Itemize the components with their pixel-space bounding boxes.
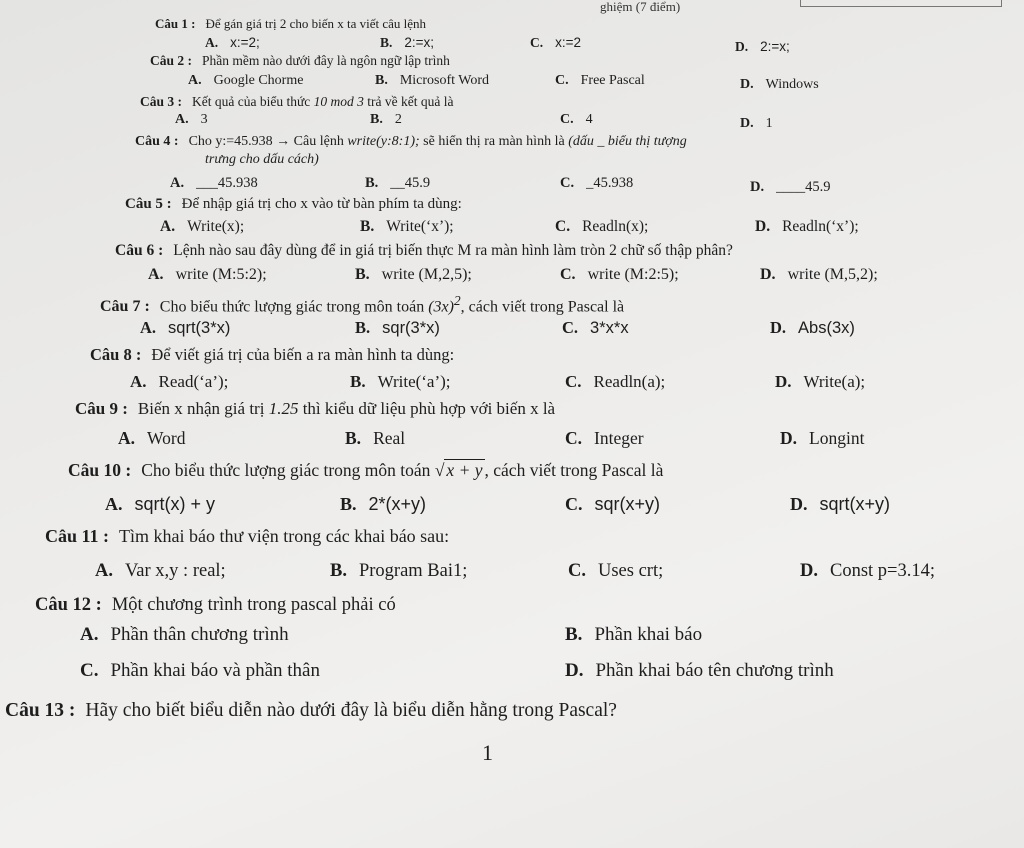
option-text: 3*x*x bbox=[590, 319, 629, 337]
option-letter: B. bbox=[355, 318, 371, 337]
option-text: Uses crt; bbox=[598, 561, 664, 581]
option-letter: C. bbox=[568, 561, 586, 581]
option-letter: D. bbox=[800, 561, 818, 581]
option-text: Readln(a); bbox=[593, 372, 666, 391]
option-letter: D. bbox=[740, 77, 754, 92]
question-text: Để viết giá trị của biến a ra màn hình ta dùng: bbox=[151, 345, 455, 364]
option-text: 2:=x; bbox=[404, 35, 435, 50]
option-text: ____45.9 bbox=[776, 179, 831, 195]
option-letter: D. bbox=[735, 39, 749, 54]
option-letter: A. bbox=[175, 112, 189, 127]
option-c[interactable] bbox=[568, 561, 663, 582]
option-d[interactable] bbox=[740, 116, 773, 132]
question-label: Câu 11 : bbox=[45, 526, 110, 546]
question-4 bbox=[135, 134, 687, 150]
option-letter: D. bbox=[770, 318, 787, 337]
question-5 bbox=[125, 196, 462, 213]
question-6 bbox=[115, 242, 733, 260]
question-text: Để nhập giá trị cho x vào từ bàn phím ta dùng: bbox=[181, 196, 462, 212]
option-letter: A. bbox=[105, 494, 123, 514]
question-label: Câu 9 : bbox=[75, 399, 128, 418]
option-letter: B. bbox=[365, 175, 379, 191]
math-exponent: 2 bbox=[453, 293, 461, 308]
option-b[interactable] bbox=[370, 112, 402, 128]
option-text: write (M,2,5); bbox=[381, 266, 472, 283]
option-letter: A. bbox=[80, 624, 99, 645]
option-b[interactable] bbox=[345, 428, 405, 449]
option-text: sqr(3*x) bbox=[382, 319, 440, 337]
option-c[interactable] bbox=[555, 218, 648, 236]
option-d[interactable] bbox=[740, 77, 819, 93]
option-letter: D. bbox=[565, 660, 584, 681]
option-b[interactable] bbox=[360, 218, 454, 236]
option-text: Real bbox=[373, 428, 406, 448]
question-11 bbox=[45, 526, 449, 547]
option-c[interactable] bbox=[560, 112, 593, 128]
question-text: , cách viết trong Pascal là bbox=[484, 460, 664, 480]
question-1 bbox=[155, 16, 426, 32]
option-a[interactable] bbox=[175, 112, 208, 128]
option-a[interactable] bbox=[205, 35, 260, 51]
option-letter: C. bbox=[560, 175, 575, 191]
question-text-italic: 1.25 bbox=[268, 399, 299, 418]
option-d[interactable] bbox=[770, 318, 855, 338]
option-letter: D. bbox=[775, 372, 792, 391]
option-letter: C. bbox=[555, 73, 569, 88]
option-letter: B. bbox=[380, 35, 393, 50]
option-d[interactable] bbox=[755, 218, 859, 236]
question-label: Câu 5 : bbox=[125, 196, 172, 212]
option-a[interactable] bbox=[188, 73, 303, 89]
option-b[interactable] bbox=[365, 175, 430, 192]
question-text: Phần mềm nào dưới đây là ngôn ngữ lập trình bbox=[202, 53, 450, 68]
option-a[interactable] bbox=[148, 266, 267, 284]
option-letter: C. bbox=[530, 35, 544, 50]
question-text: Cho biểu thức lượng giác trong môn toán bbox=[159, 298, 429, 316]
option-text: 2*(x+y) bbox=[368, 494, 427, 514]
option-letter: A. bbox=[188, 73, 202, 88]
option-d[interactable] bbox=[780, 428, 864, 449]
option-letter: A. bbox=[160, 218, 176, 235]
option-c[interactable] bbox=[560, 175, 633, 192]
question-text: Một chương trình trong pascal phải có bbox=[111, 595, 396, 615]
option-letter: B. bbox=[340, 494, 357, 514]
option-letter: C. bbox=[562, 318, 579, 337]
option-text: Read(‘a’); bbox=[158, 372, 229, 391]
option-a[interactable] bbox=[80, 624, 289, 646]
option-letter: C. bbox=[565, 494, 583, 514]
option-b[interactable] bbox=[355, 318, 440, 338]
option-letter: B. bbox=[345, 428, 362, 448]
page-number: 1 bbox=[482, 740, 493, 765]
question-label: Câu 8 : bbox=[90, 345, 142, 364]
question-text: , cách viết trong Pascal là bbox=[460, 298, 625, 316]
option-c[interactable] bbox=[565, 428, 644, 449]
option-b[interactable] bbox=[340, 494, 426, 515]
option-text: Phần khai báo bbox=[594, 624, 703, 645]
option-text: Phần thân chương trình bbox=[110, 624, 289, 645]
option-b[interactable] bbox=[565, 624, 702, 646]
question-9 bbox=[75, 399, 555, 419]
question-text: thì kiểu dữ liệu phù hợp với biến x là bbox=[298, 399, 556, 418]
option-letter: C. bbox=[80, 660, 99, 681]
question-12 bbox=[35, 595, 396, 616]
option-letter: D. bbox=[760, 266, 776, 283]
option-text: Const p=3.14; bbox=[830, 561, 936, 581]
question-label: Câu 10 : bbox=[68, 460, 132, 480]
option-text: Program Bai1; bbox=[358, 561, 468, 581]
question-text: trả về kết quả là bbox=[363, 94, 454, 109]
option-letter: A. bbox=[148, 266, 164, 283]
option-b[interactable] bbox=[350, 372, 451, 392]
option-text: Abs(3x) bbox=[798, 319, 855, 337]
question-label: Câu 13 : bbox=[5, 700, 76, 721]
option-letter: C. bbox=[560, 266, 576, 283]
option-text: Google Chorme bbox=[213, 73, 304, 88]
option-a[interactable] bbox=[105, 494, 215, 515]
option-text: sqrt(x+y) bbox=[819, 494, 891, 514]
option-letter: A. bbox=[130, 372, 147, 391]
question-text: Để gán giá trị 2 cho biến x ta viết câu lệnh bbox=[205, 16, 427, 31]
option-text: 2 bbox=[394, 112, 402, 127]
option-letter: D. bbox=[790, 494, 808, 514]
option-letter: B. bbox=[360, 218, 375, 235]
option-text: sqrt(3*x) bbox=[168, 319, 231, 337]
option-letter: A. bbox=[95, 561, 113, 581]
option-text: Windows bbox=[765, 77, 819, 92]
option-letter: C. bbox=[560, 112, 574, 127]
option-d[interactable] bbox=[735, 39, 790, 55]
question-13 bbox=[5, 700, 617, 722]
option-text: ___45.938 bbox=[196, 175, 258, 191]
option-text: sqrt(x) + y bbox=[134, 494, 216, 514]
option-c[interactable] bbox=[80, 660, 320, 682]
question-text: sẽ hiển thị ra màn hình là bbox=[419, 134, 569, 149]
option-text: Write(‘a’); bbox=[377, 372, 451, 391]
question-label: Câu 4 : bbox=[135, 134, 179, 149]
question-text-italic: 10 mod 3 bbox=[313, 94, 364, 109]
option-letter: D. bbox=[780, 428, 798, 448]
question-3 bbox=[140, 94, 454, 110]
option-text: _45.938 bbox=[586, 175, 634, 191]
option-text: Phần khai báo và phần thân bbox=[110, 660, 320, 681]
option-c[interactable] bbox=[560, 266, 679, 284]
question-2 bbox=[150, 53, 450, 69]
question-text-italic: write(y:8:1); bbox=[347, 134, 420, 149]
option-d[interactable] bbox=[750, 179, 830, 196]
option-letter: B. bbox=[355, 266, 370, 283]
option-letter: D. bbox=[740, 116, 754, 131]
option-text: Free Pascal bbox=[580, 73, 645, 88]
option-text: Integer bbox=[594, 428, 644, 448]
option-c[interactable] bbox=[530, 35, 581, 51]
option-text: Longint bbox=[809, 428, 865, 448]
option-text: x:=2; bbox=[230, 35, 260, 50]
option-b[interactable] bbox=[355, 266, 472, 284]
option-a[interactable] bbox=[95, 561, 226, 582]
option-text: 3 bbox=[200, 112, 208, 127]
option-text: Write(‘x’); bbox=[386, 218, 454, 235]
option-text: Var x,y : real; bbox=[125, 561, 226, 581]
option-text: Write(x); bbox=[187, 218, 245, 235]
sqrt-sign: √ bbox=[434, 460, 445, 480]
question-label: Câu 1 : bbox=[155, 16, 196, 31]
option-letter: A. bbox=[205, 35, 219, 50]
option-c[interactable] bbox=[565, 372, 665, 392]
option-letter: D. bbox=[755, 218, 771, 235]
question-label: Câu 6 : bbox=[115, 242, 164, 259]
question-text: Cho y:=45.938 → Câu lệnh bbox=[188, 134, 348, 149]
option-letter: C. bbox=[555, 218, 571, 235]
sqrt-expression bbox=[435, 460, 485, 481]
option-text: Phần khai báo tên chương trình bbox=[595, 660, 834, 681]
option-text: Readln(‘x’); bbox=[782, 218, 859, 235]
option-b[interactable] bbox=[375, 73, 489, 89]
option-a[interactable] bbox=[118, 428, 185, 449]
option-c[interactable] bbox=[555, 73, 645, 89]
math-expression: (3x) bbox=[428, 298, 454, 316]
header-partial-text: ghiệm (7 điểm) bbox=[600, 0, 681, 14]
option-d[interactable] bbox=[790, 494, 890, 515]
option-text: Word bbox=[147, 428, 186, 448]
question-text: Hãy cho biết biểu diễn nào dưới đây là biểu diễn hằng trong Pascal? bbox=[85, 700, 617, 721]
sqrt-radicand: x + y bbox=[446, 460, 483, 480]
question-7 bbox=[100, 293, 624, 316]
option-letter: B. bbox=[370, 112, 383, 127]
option-letter: D. bbox=[750, 179, 765, 195]
question-label: Câu 2 : bbox=[150, 53, 193, 68]
option-letter: B. bbox=[330, 561, 347, 581]
option-a[interactable] bbox=[160, 218, 244, 236]
question-8 bbox=[90, 345, 454, 365]
question-label: Câu 12 : bbox=[35, 595, 102, 615]
option-d[interactable] bbox=[760, 266, 878, 284]
option-text: write (M:5:2); bbox=[175, 266, 267, 283]
option-letter: A. bbox=[118, 428, 136, 448]
option-text: __45.9 bbox=[390, 175, 431, 191]
option-text: Microsoft Word bbox=[399, 73, 490, 88]
question-text: Biến x nhận giá trị bbox=[137, 399, 269, 418]
question-label: Câu 3 : bbox=[140, 94, 183, 109]
option-text: sqr(x+y) bbox=[594, 494, 661, 514]
option-text: 2:=x; bbox=[760, 39, 790, 54]
option-text: Readln(x); bbox=[582, 218, 649, 235]
option-c[interactable] bbox=[562, 318, 629, 338]
option-letter: B. bbox=[350, 372, 366, 391]
option-b[interactable] bbox=[380, 35, 434, 51]
option-letter: A. bbox=[140, 318, 157, 337]
option-a[interactable] bbox=[170, 175, 258, 192]
question-10 bbox=[68, 460, 663, 481]
question-text: Tìm khai báo thư viện trong các khai báo sau: bbox=[119, 526, 450, 546]
option-letter: C. bbox=[565, 372, 582, 391]
option-letter: B. bbox=[565, 624, 583, 645]
question-text: Lệnh nào sau đây dùng để in giá trị biến thực M ra màn hình làm tròn 2 chữ số thập phân? bbox=[173, 242, 733, 259]
option-d[interactable] bbox=[775, 372, 865, 392]
option-text: write (M:2:5); bbox=[587, 266, 679, 283]
score-box bbox=[800, 0, 1002, 7]
option-text: 4 bbox=[585, 112, 593, 127]
option-d[interactable] bbox=[800, 561, 935, 582]
question-label: Câu 7 : bbox=[100, 298, 150, 316]
question-note-line2: trưng cho dấu cách) bbox=[205, 152, 319, 167]
option-text: x:=2 bbox=[555, 35, 582, 50]
question-text: Cho biểu thức lượng giác trong môn toán bbox=[141, 460, 435, 480]
option-b[interactable] bbox=[330, 561, 467, 582]
option-c[interactable] bbox=[565, 494, 660, 515]
option-d[interactable] bbox=[565, 660, 834, 682]
option-letter: B. bbox=[375, 73, 388, 88]
option-text: Write(a); bbox=[803, 372, 866, 391]
option-a[interactable] bbox=[130, 372, 228, 392]
option-letter: C. bbox=[565, 428, 583, 448]
option-text: write (M,5,2); bbox=[787, 266, 878, 283]
question-text: Kết quả của biểu thức bbox=[192, 94, 314, 109]
option-text: 1 bbox=[765, 116, 773, 131]
question-note: (dấu _ biểu thị tượng bbox=[568, 134, 687, 149]
option-letter: A. bbox=[170, 175, 185, 191]
option-a[interactable] bbox=[140, 318, 230, 338]
